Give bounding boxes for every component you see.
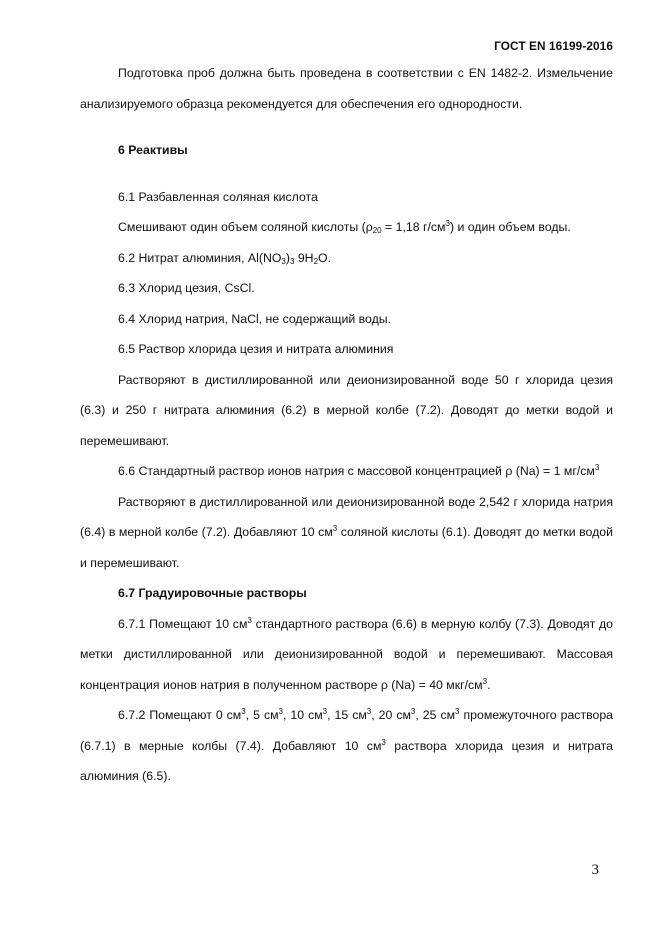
text-run: соляной кислоты (6.1). Доводят до метки водой и перемешивают. <box>80 525 613 570</box>
subscript: 3 <box>281 256 286 266</box>
superscript: 3 <box>278 707 283 716</box>
text-run: 9H <box>294 250 314 265</box>
subscript: 2 <box>313 256 319 266</box>
superscript: 3 <box>594 463 600 472</box>
superscript: 3 <box>482 676 488 686</box>
clause-6-2 <box>80 243 613 274</box>
clause-6-7-1 <box>80 609 613 701</box>
text-run: 6.7.2 Помещают 0 см <box>118 708 242 722</box>
superscript: 3 <box>381 737 386 747</box>
superscript: 3 <box>366 707 372 716</box>
sample-preparation-paragraph: Подготовка проб должна быть проведена в соответствии с EN 1482-2. Измельчение анализируемого образца рекомендуется для обеспечения его однородности. <box>80 66 613 111</box>
text-run: ) <box>285 250 290 265</box>
clause-6-6-title <box>80 456 613 487</box>
clause-6-5-title: 6.5 Раствор хлорида цезия и нитрата алюминия <box>118 342 394 356</box>
page-number: 3 <box>591 862 599 878</box>
text-run: , 10 см <box>283 708 323 722</box>
text-run: стандартного раствора (6.6) в мерную колбу (7.3). Доводят до метки дистиллированной или деионизированной водой и перемешивают. Массовая концентрация ионов натрия в полученном растворе ρ (Na) = 40 мкг/см <box>80 616 613 692</box>
clause-6-4: 6.4 Хлорид натрия, NaCl, не содержащий воды. <box>118 311 392 326</box>
subscript: 3 <box>289 256 295 266</box>
clause-6-5-text: Растворяют в дистиллированной или деионизированной воде 50 г хлорида цезия (6.3) и 250 г нитрата алюминия (6.2) в мерной колбе (7.2). Доводят до метки водой и перемешивают. <box>80 372 613 448</box>
superscript: 3 <box>455 707 460 716</box>
superscript: 3 <box>332 524 338 533</box>
clause-6-7-heading: 6.7 Градуировочные растворы <box>118 586 307 600</box>
superscript: 3 <box>241 707 246 716</box>
text-run: раствора хлорида цезия и нитрата алюминия (6.5). <box>80 738 613 783</box>
text-run: O. <box>318 250 331 265</box>
text-run: , 15 см <box>327 708 367 722</box>
superscript: 3 <box>322 707 328 716</box>
text-run: 6.2 Нитрат алюминия, Al(NO <box>118 250 282 265</box>
text-run: , 25 см <box>415 708 456 722</box>
superscript: 3 <box>247 615 252 625</box>
text-run: Растворяют в дистиллированной или деионизированной воде 2,542 г хлорида натрия (6.4) в мерной колбе (7.2). Добавляют 10 см <box>80 494 613 539</box>
section-6-heading: 6 Реактивы <box>118 143 188 157</box>
text-run: , 20 см <box>371 708 411 722</box>
clause-6-1-title: 6.1 Разбавленная соляная кислота <box>118 189 318 204</box>
text-run: . <box>487 677 491 692</box>
superscript: 3 <box>445 219 450 228</box>
clause-6-1-text <box>80 212 613 243</box>
text-run: промежуточного раствора (6.7.1) в мерные колбы (7.4). Добавляют 10 см <box>80 708 613 753</box>
text-run: , 5 см <box>245 708 279 722</box>
superscript: 3 <box>410 707 416 716</box>
text-run: = 1,18 г/см <box>381 220 446 234</box>
text-run: 6.6 Стандартный раствор ионов натрия с массовой концентрацией ρ (Na) = 1 мг/см <box>118 464 595 478</box>
text-run: Смешивают один объем соляной кислоты (ρ <box>118 220 373 234</box>
document-body <box>80 58 613 792</box>
clause-6-6-text <box>80 487 613 579</box>
document-header: ГОСТ EN 16199-2016 <box>494 39 613 53</box>
text-run: 6.7.1 Помещают 10 см <box>118 616 248 631</box>
clause-6-7-2 <box>80 700 613 792</box>
text-run: ) и один объем воды. <box>449 220 571 234</box>
clause-6-3: 6.3 Хлорид цезия, CsCl. <box>118 281 255 295</box>
subscript: 20 <box>372 226 382 235</box>
